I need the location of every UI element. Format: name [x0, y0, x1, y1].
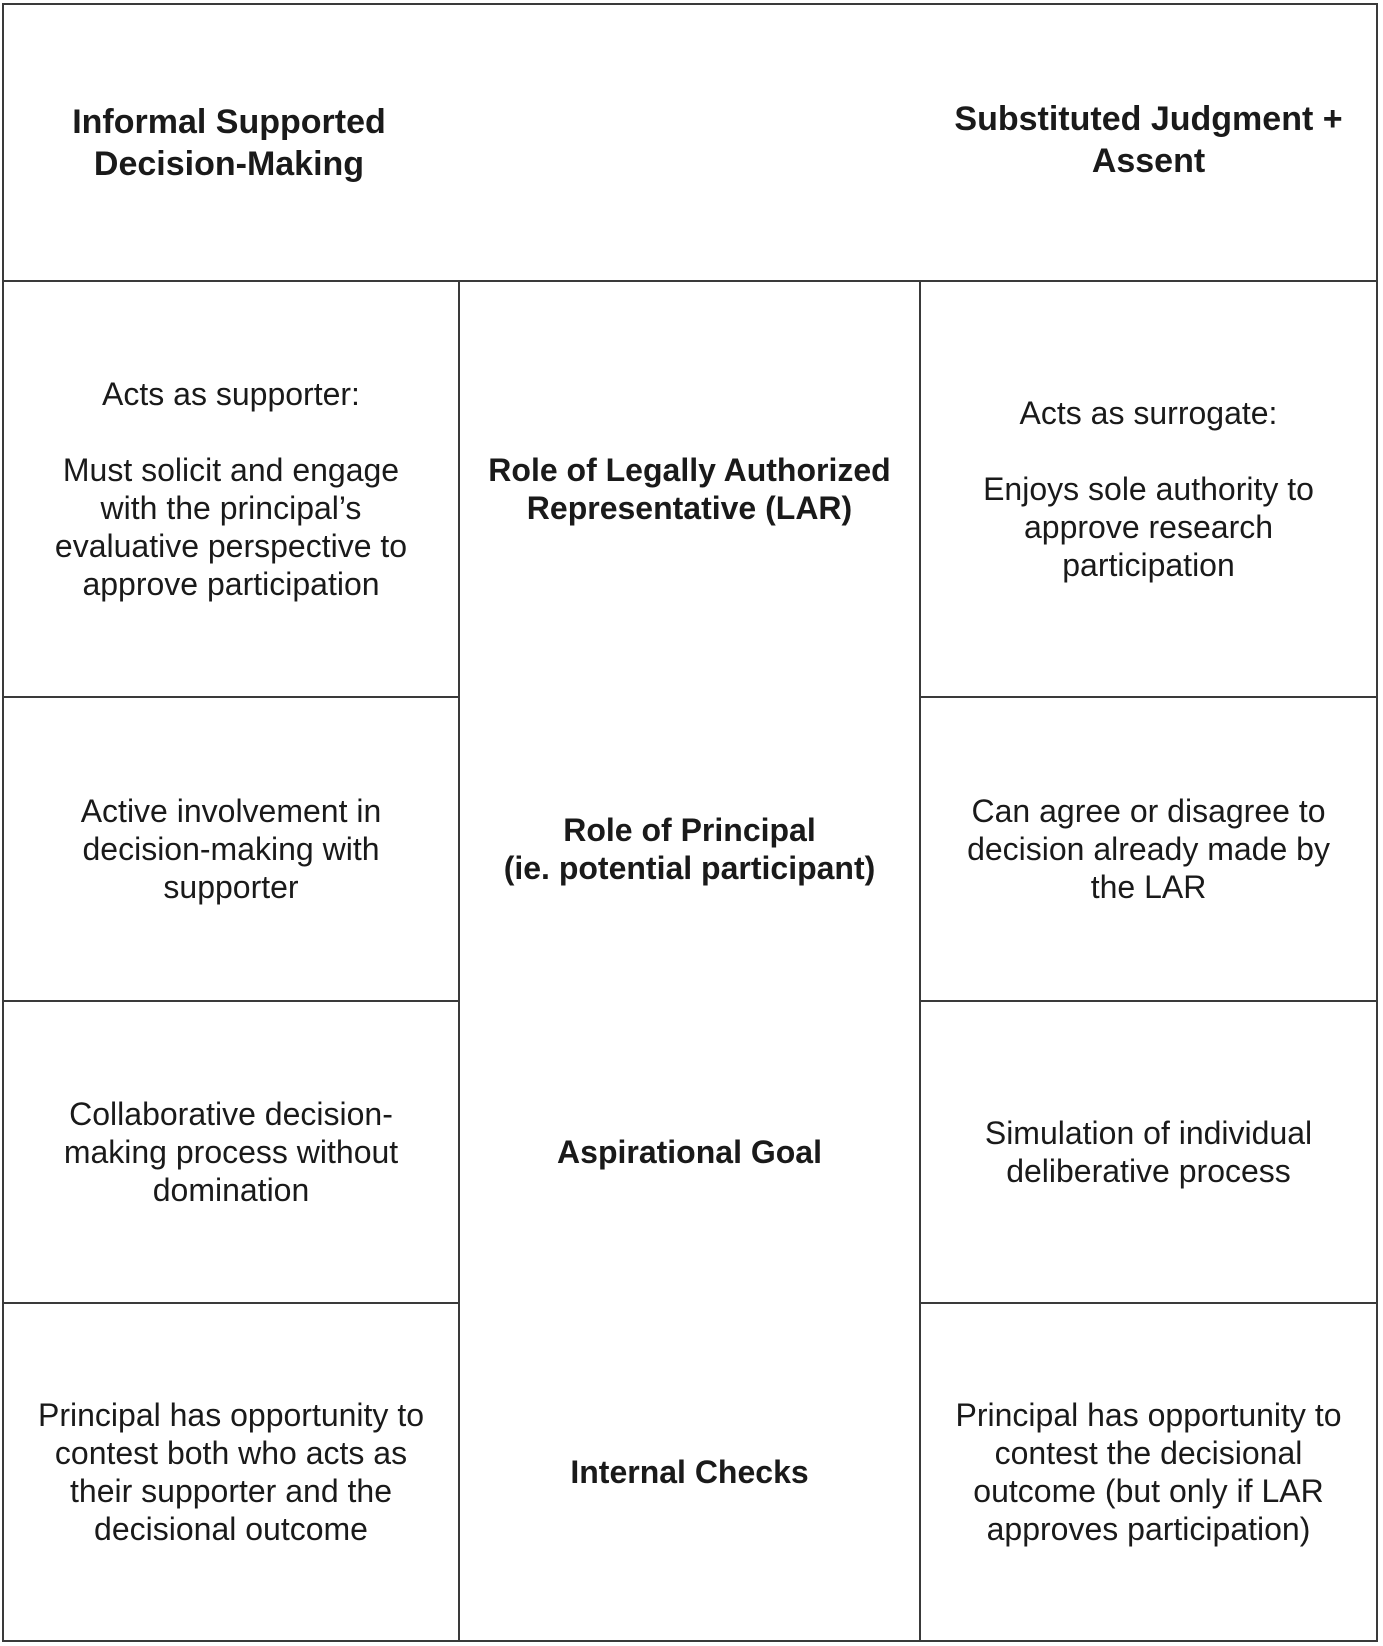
row4-right-cell: [921, 1304, 1376, 1640]
row1-left-text: Acts as supporter: Must solicit and engage with the principal’s evaluative perspective to approve participation: [54, 376, 408, 602]
row2-left-cell: [4, 698, 458, 1000]
row3-right-text: Simulation of individual deliberative process: [984, 1115, 1313, 1189]
header-left-cell: [4, 5, 454, 280]
row4-middle-cell: [460, 1304, 919, 1640]
row3-middle-label: Aspirational Goal: [557, 1134, 822, 1170]
row2-middle-label: Role of Principal (ie. potential participant): [503, 812, 876, 886]
header-right-label: Substituted Judgment + Assent: [954, 100, 1343, 180]
row4-left-cell: [4, 1304, 458, 1640]
row2-right-text: Can agree or disagree to decision already made by the LAR: [967, 793, 1330, 905]
row4-right-text: Principal has opportunity to contest the decisional outcome (but only if LAR approves participation): [955, 1397, 1342, 1547]
row2-middle-cell: [460, 698, 919, 1000]
row1-right-text: Acts as surrogate: Enjoys sole authority to approve research participation: [983, 395, 1314, 583]
row2-left-text: Active involvement in decision-making with supporter: [80, 793, 382, 905]
row1-right-cell: [921, 282, 1376, 696]
header-left-label: Informal Supported Decision-Making: [72, 102, 386, 183]
row4-middle-label: Internal Checks: [570, 1454, 809, 1490]
header-right-cell: [921, 5, 1376, 275]
row3-right-cell: [921, 1002, 1376, 1302]
row1-middle-label: Role of Legally Authorized Representative (LAR): [488, 452, 891, 526]
row3-middle-cell: [460, 1002, 919, 1302]
row3-left-cell: [4, 1002, 458, 1302]
row3-left-text: Collaborative decision- making process without domination: [63, 1096, 399, 1208]
row1-middle-cell: [460, 282, 919, 696]
row2-right-cell: [921, 698, 1376, 1000]
row4-left-text: Principal has opportunity to contest both who acts as their supporter and the decisional outcome: [38, 1397, 424, 1547]
row1-left-cell: [4, 282, 458, 696]
